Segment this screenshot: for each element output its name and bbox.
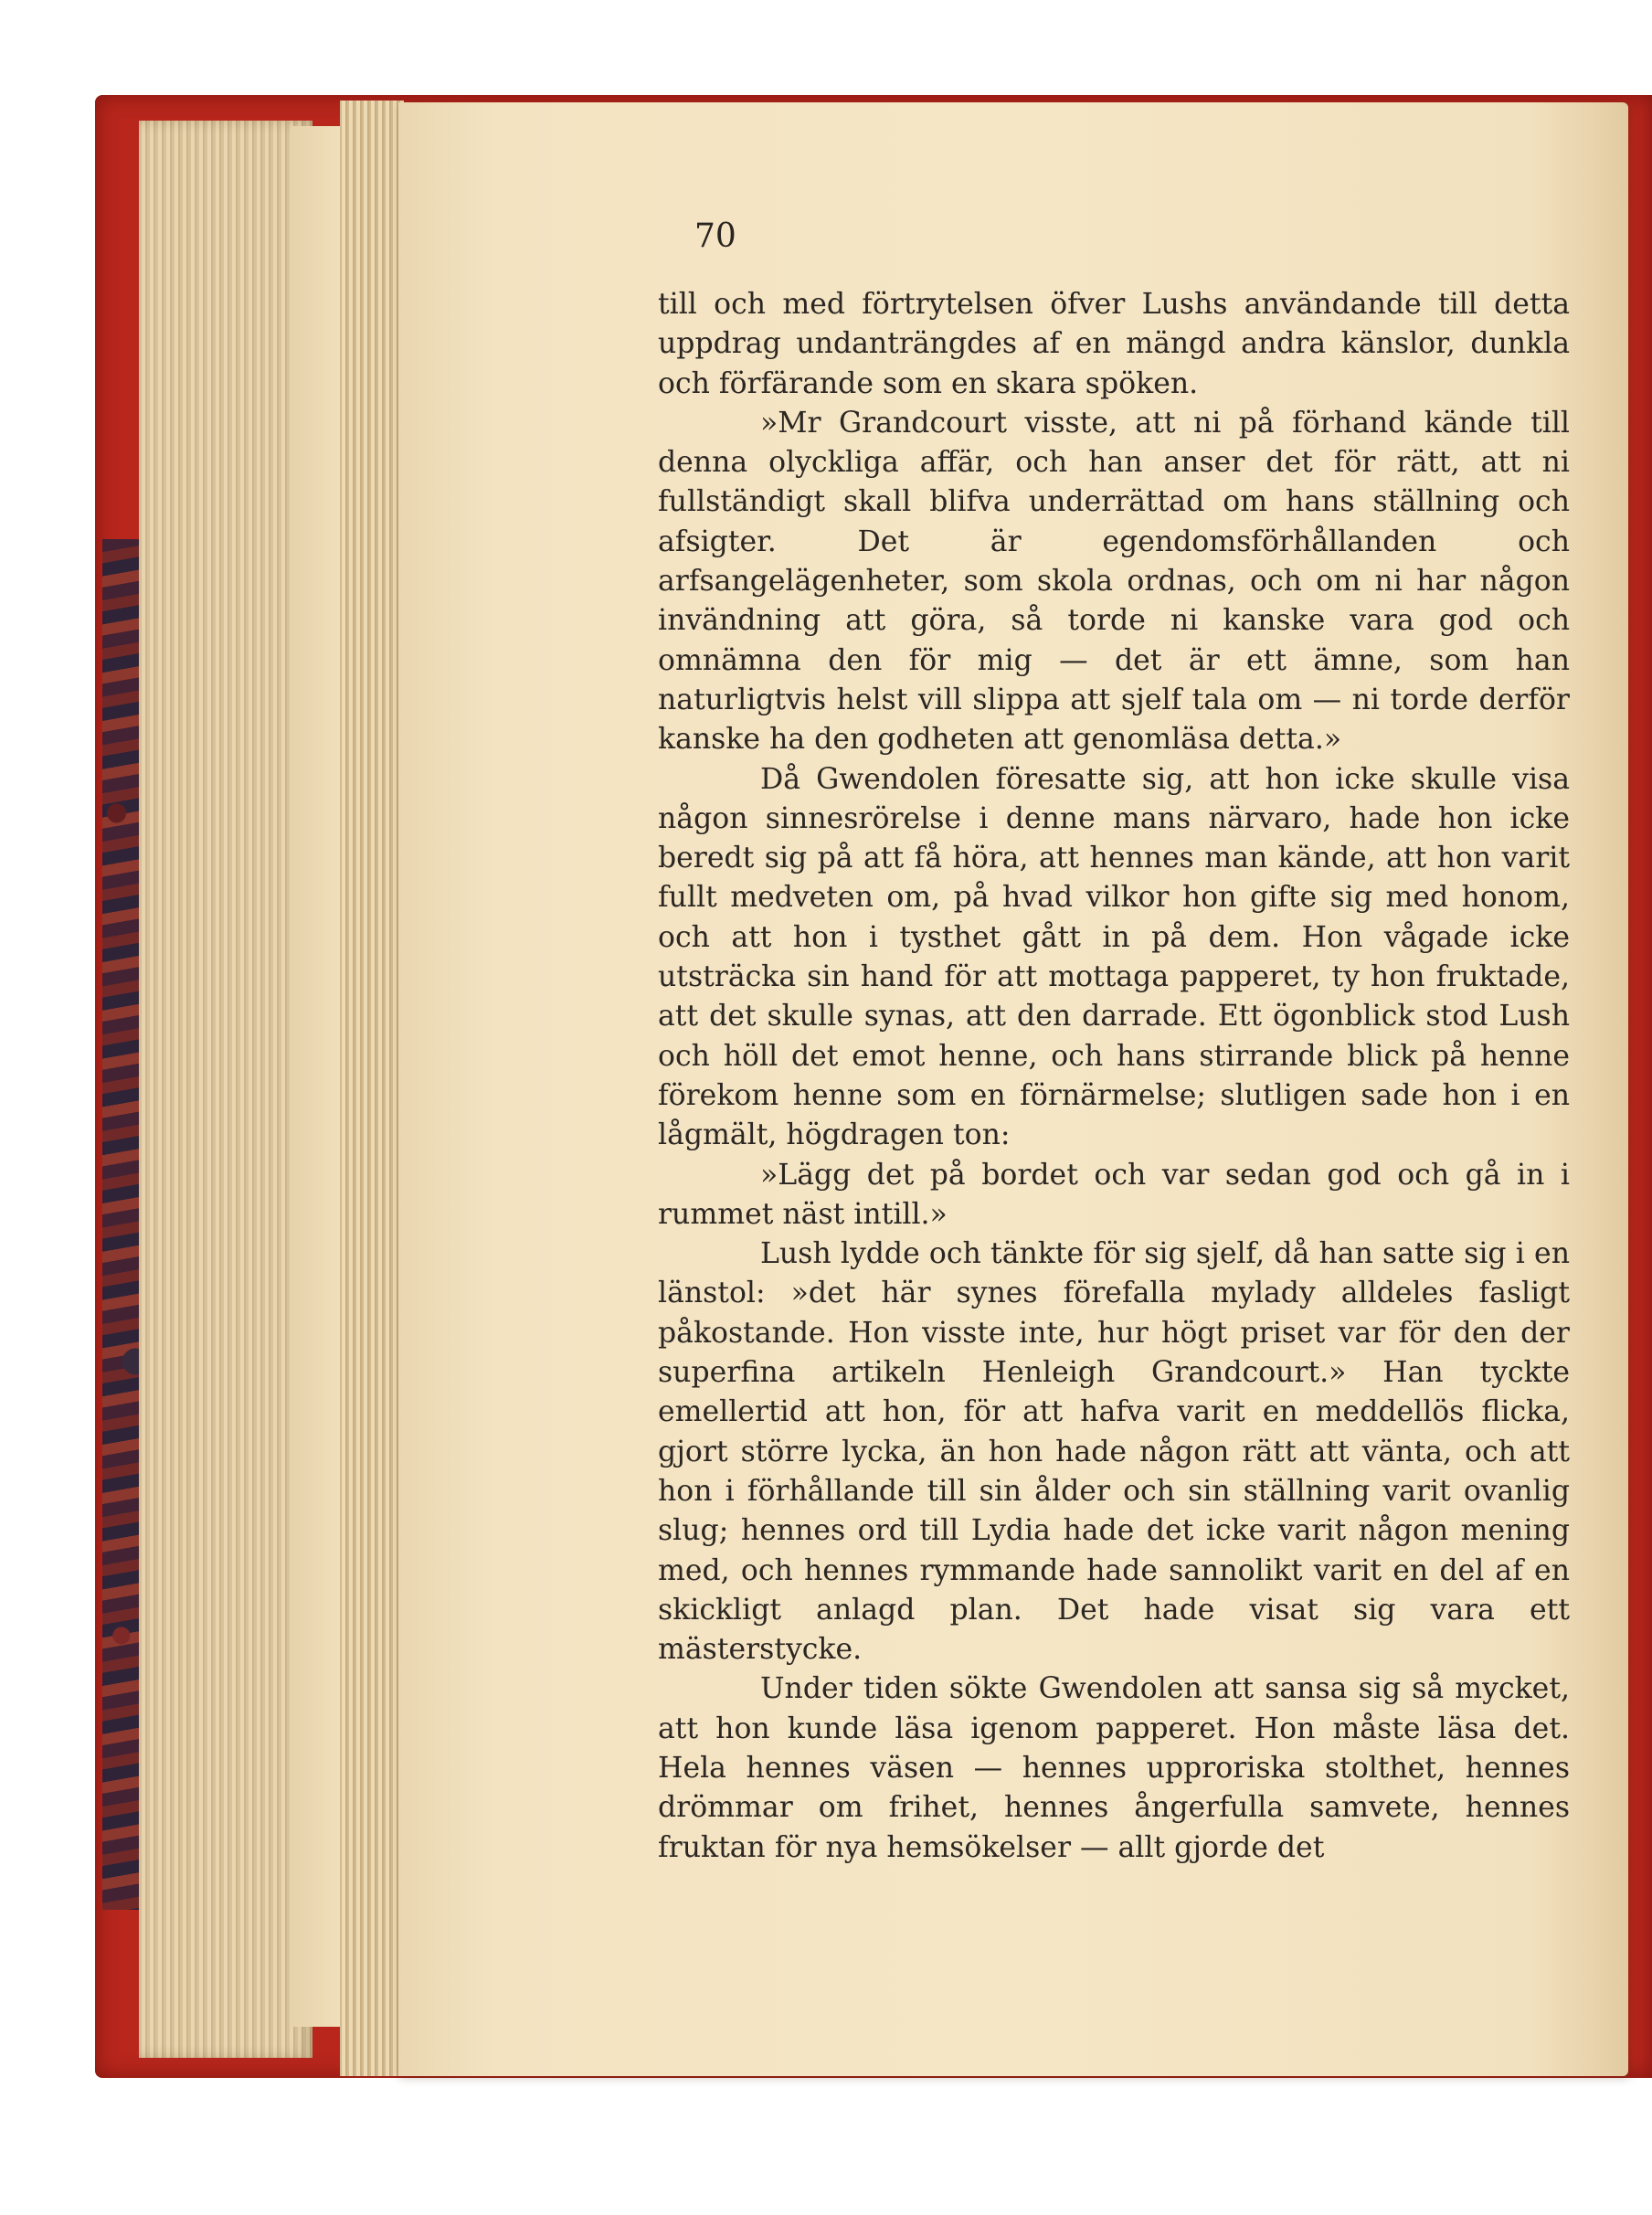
paragraph: till och med förtrytelsen öfver Lushs användande till detta uppdrag undanträngdes af en mängd andra känslor, dunkla och förfärande som en skara spöken. [658, 288, 1570, 400]
paragraph: »Lägg det på bordet och var sedan god och gå in i rummet näst intill.» [658, 1158, 1570, 1231]
left-page-edges [139, 121, 312, 2058]
paragraph: Då Gwendolen föresatte sig, att hon icke skulle visa någon sinnesrörelse i denne mans närvaro, hade hon icke beredt sig på att få höra, att hennes man kände, att hon varit fullt medveten om, på hvad vilkor hon gifte sig med honom, och att hon i tysthet gått in på dem. Hon vågade icke utsträcka sin hand för att mottaga papperet, ty hon fruktade, att det skulle synas, att den darrade. Ett ögonblick stod Lush och höll det emot henne, och hans stirrande blick på henne förekom henne som en förnärmelse; slutligen sade hon i en lågmält, högdragen ton: [658, 762, 1570, 1152]
paragraph: Lush lydde och tänkte för sig sjelf, då han satte sig i en länstol: »det här synes förefalla mylady alldeles fasligt påkostande. Hon visste inte, hur högt priset var för den der superfina artikeln Henleigh Grandcourt.» Han tyckte emellertid att hon, för att hafva varit en meddellös flicka, gjort större lycka, än hon hade någon rätt att vänta, och att hon i förhållande till sin ålder och sin ställning varit ovanlig slug; hennes ord till Lydia hade det icke varit någon mening med, och hennes rymmande hade sannolikt varit en del af en skickligt anlagd plan. Det hade visat sig vara ett mästerstycke. [658, 1237, 1570, 1667]
page-number: 70 [694, 217, 736, 255]
page-text [658, 285, 1570, 1868]
paragraph: »Mr Grandcourt visste, att ni på förhand kände till denna olyckliga affär, och han anser det för rätt, att ni fullständigt skall blifva underrättad om hans ställning och afsigter. Det är egendomsförhållanden och arfsangelägenheter, som skola ordnas, och om ni har någon invändning att göra, så torde ni kanske vara god och omnämna den för mig — det är ett ämne, som han naturligtvis helst vill slippa att sjelf tala om — ni torde derför kanske ha den godheten att genomläsa detta.» [658, 406, 1570, 757]
paragraph: Under tiden sökte Gwendolen att sansa sig så mycket, att hon kunde läsa igenom papperet. Hon måste läsa det. Hela hennes väsen — hennes upproriska stolthet, hennes drömmar om frihet, hennes ångerfulla samvete, hennes fruktan för nya hemsökelser — allt gjorde det [658, 1672, 1570, 1864]
right-page-stack [340, 101, 404, 2076]
